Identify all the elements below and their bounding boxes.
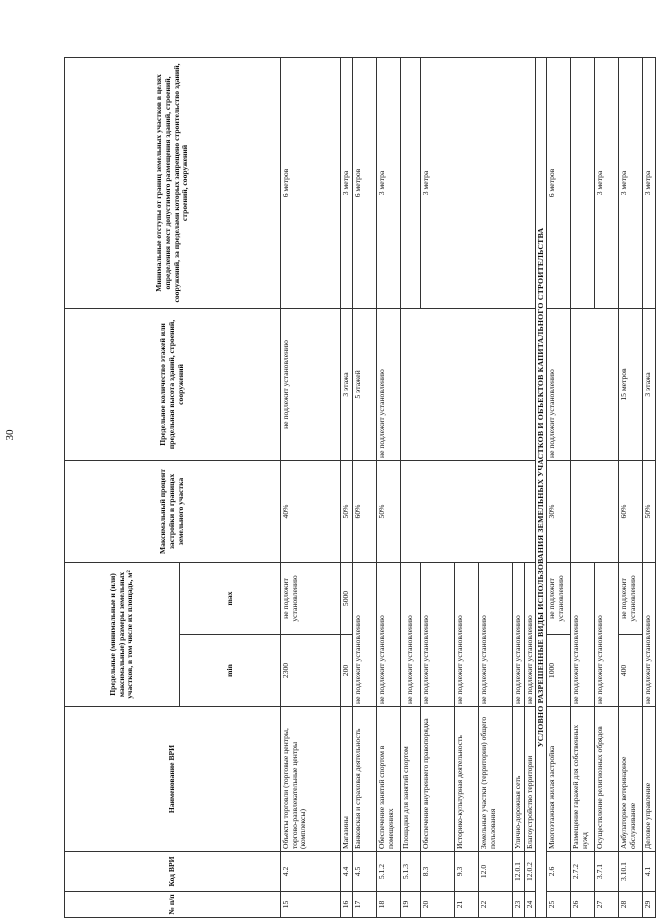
row-code: 4.5 xyxy=(353,852,377,892)
table-row xyxy=(281,57,341,917)
header-num: № п/п xyxy=(65,892,281,918)
header-size-group: Предельные (минимальные и (или) максимальные) размеры земельных участков, в том числе их площадь, м² xyxy=(65,562,180,706)
row-name: Улично-дорожная сеть xyxy=(513,707,525,852)
section-row xyxy=(536,57,547,917)
row-floors-empty xyxy=(571,308,619,460)
row-floors: 15 метров xyxy=(619,308,643,460)
row-code: 12.0.2 xyxy=(524,852,536,892)
row-min-max: не подлежит установлению xyxy=(571,562,595,706)
row-num: 18 xyxy=(377,892,401,918)
section-title: УСЛОВНО РАЗРЕШЕННЫЕ ВИДЫ ИСПОЛЬЗОВАНИЯ ЗЕМЕЛЬНЫХ УЧАСТКОВ И ОБЪЕКТОВ КАПИТАЛЬНОГО СТРОИТЕЛЬСТВА xyxy=(536,57,547,917)
row-floors-empty xyxy=(401,308,536,460)
row-code: 5.1.2 xyxy=(377,852,401,892)
header-percent: Максимальный процент застройки в границах земельного участка xyxy=(65,460,281,562)
row-setback: 3 метра xyxy=(643,57,656,308)
row-num: 23 xyxy=(513,892,525,918)
row-code: 2.7.2 xyxy=(571,852,595,892)
row-code: 3.10.1 xyxy=(619,852,643,892)
table-row xyxy=(643,57,656,917)
header-min: min xyxy=(180,635,281,707)
row-setback: 6 метров xyxy=(353,57,377,308)
row-code: 4.1 xyxy=(643,852,656,892)
row-min: 400 xyxy=(619,635,643,707)
row-code: 8.3 xyxy=(421,852,455,892)
table-row xyxy=(401,57,421,917)
land-use-table-frame xyxy=(64,58,653,918)
row-code: 4.2 xyxy=(281,852,341,892)
row-floors: не подлежит установлению xyxy=(547,308,571,460)
row-num: 16 xyxy=(341,892,353,918)
row-num: 27 xyxy=(595,892,619,918)
row-num: 15 xyxy=(281,892,341,918)
row-min-max: не подлежит установлению xyxy=(595,562,619,706)
row-setback: 3 метра xyxy=(619,57,643,308)
row-group-setback: 3 метра xyxy=(421,57,536,308)
header-row-1 xyxy=(65,57,180,917)
row-percent: 60% xyxy=(619,460,643,562)
header-max: max xyxy=(180,562,281,634)
row-max: не подлежит установлению xyxy=(547,562,571,634)
row-percent-empty xyxy=(571,460,619,562)
row-name: Магазины xyxy=(341,707,353,852)
row-name: Размещение гаражей для собственных нужд xyxy=(571,707,595,852)
row-max: 5000 xyxy=(341,562,353,634)
row-name: Осуществление религиозных обрядов xyxy=(595,707,619,852)
table-row xyxy=(341,57,353,917)
row-percent: 30% xyxy=(547,460,571,562)
row-floors: 5 этажей xyxy=(353,308,377,460)
row-min-max: не подлежит установлению xyxy=(513,562,525,706)
row-name: Деловое управление xyxy=(643,707,656,852)
row-min: 200 xyxy=(341,635,353,707)
row-min-max: не подлежит установлению xyxy=(643,562,656,706)
header-name: Наименование ВРИ xyxy=(65,707,281,852)
row-setback: 6 метров xyxy=(547,57,571,308)
row-name: Объекты торговли (торговые центры, торгово-развлекательные центры (комплексы) xyxy=(281,707,341,852)
row-setback: 6 метров xyxy=(281,57,341,308)
row-floors: 3 этажа xyxy=(341,308,353,460)
header-code: Код ВРИ xyxy=(65,852,281,892)
row-percent: 50% xyxy=(643,460,656,562)
row-min: 2300 xyxy=(281,635,341,707)
row-num: 26 xyxy=(571,892,595,918)
row-code: 9.3 xyxy=(455,852,479,892)
row-percent: 50% xyxy=(377,460,401,562)
page-number xyxy=(0,415,20,455)
row-code: 3.7.1 xyxy=(595,852,619,892)
row-name: Земельные участки (территории) общего пользования xyxy=(479,707,513,852)
row-percent: 60% xyxy=(353,460,377,562)
row-name: Историко-культурная деятельность xyxy=(455,707,479,852)
row-code: 12.0 xyxy=(479,852,513,892)
row-min-max: не подлежит установлению xyxy=(421,562,455,706)
row-floors: 3 этажа xyxy=(643,308,656,460)
row-percent: 50% xyxy=(341,460,353,562)
row-min-max: не подлежит установлению xyxy=(455,562,479,706)
row-name: Площадки для занятий спортом xyxy=(401,707,421,852)
row-num: 19 xyxy=(401,892,421,918)
row-min-max: не подлежит установлению xyxy=(377,562,401,706)
row-num: 24 xyxy=(524,892,536,918)
row-min-max: не подлежит установлению xyxy=(479,562,513,706)
row-min: 1000 xyxy=(547,635,571,707)
land-use-table xyxy=(64,57,656,918)
row-num: 25 xyxy=(547,892,571,918)
row-percent-empty xyxy=(401,460,536,562)
page-number-text: 30 xyxy=(4,429,16,441)
row-name: Многоэтажная жилая застройка xyxy=(547,707,571,852)
row-min-max: не подлежит установлению xyxy=(353,562,377,706)
table-row xyxy=(571,57,595,917)
table-row xyxy=(619,57,643,917)
row-code: 2.6 xyxy=(547,852,571,892)
row-floors: не подлежит установлению xyxy=(377,308,401,460)
row-setback: 3 метра xyxy=(595,57,619,308)
row-num: 20 xyxy=(421,892,455,918)
row-num: 22 xyxy=(479,892,513,918)
row-name: Амбулаторное ветеринарное обслуживание xyxy=(619,707,643,852)
row-setback-empty xyxy=(401,57,421,308)
table-row xyxy=(547,57,571,917)
header-setback: Минимальные отступы от границ земельных участков в целях определения мест допустимого размещения зданий, строений, сооружений, за пределами которых запрещено строительство зданий, строений, сооружений xyxy=(65,57,281,308)
row-name: Обеспечение занятий спортом в помещениях xyxy=(377,707,401,852)
row-code: 5.1.3 xyxy=(401,852,421,892)
row-name: Обеспечение внутреннего правопорядка xyxy=(421,707,455,852)
table-row xyxy=(353,57,377,917)
table-row xyxy=(377,57,401,917)
row-name: Благоустройство территории xyxy=(524,707,536,852)
row-setback: 3 метра xyxy=(377,57,401,308)
row-floors: не подлежит установлению xyxy=(281,308,341,460)
row-name: Банковская и страховая деятельность xyxy=(353,707,377,852)
row-code: 4.4 xyxy=(341,852,353,892)
header-floors: Предельное количество этажей или предельная высота зданий, строений, сооружений xyxy=(65,308,281,460)
row-code: 12.0.1 xyxy=(513,852,525,892)
row-min-max: не подлежит установлению xyxy=(401,562,421,706)
row-percent: 40% xyxy=(281,460,341,562)
row-min-max: не подлежит установлению xyxy=(524,562,536,706)
row-num: 29 xyxy=(643,892,656,918)
row-num: 21 xyxy=(455,892,479,918)
row-setback: 3 метра xyxy=(341,57,353,308)
row-num: 17 xyxy=(353,892,377,918)
row-max: не подлежит установлению xyxy=(281,562,341,634)
row-max: не подлежит установлению xyxy=(619,562,643,634)
row-num: 28 xyxy=(619,892,643,918)
row-setback-empty xyxy=(571,57,595,308)
